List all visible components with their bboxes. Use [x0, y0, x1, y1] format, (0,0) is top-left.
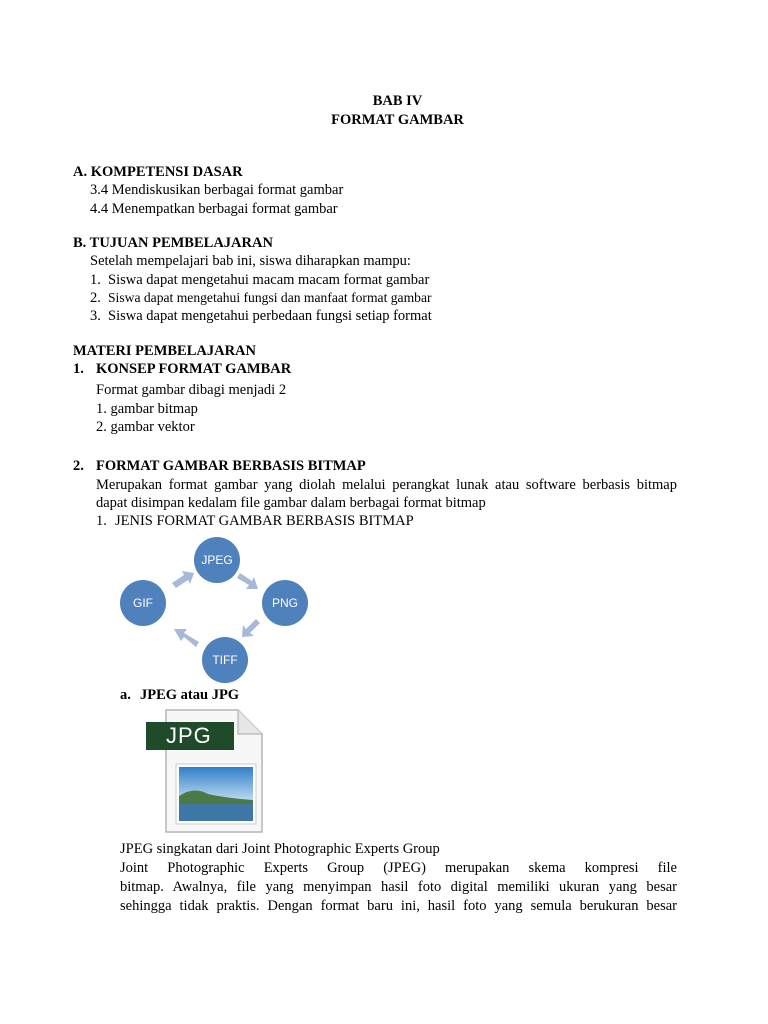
node-tiff: TIFF	[202, 637, 248, 683]
jpg-icon-label: JPG	[166, 723, 212, 748]
node-png: PNG	[262, 580, 308, 626]
jpeg-para-line: Joint Photographic Experts Group (JPEG) merupakan skema kompresi file	[120, 860, 677, 876]
arrow-icon	[237, 573, 258, 589]
goal-num: 1.	[90, 272, 101, 288]
goal-num: 3.	[90, 308, 101, 324]
item-a-label: a.	[120, 687, 131, 703]
s2-num: 2.	[73, 458, 84, 474]
kd-item: 3.4 Mendiskusikan berbagai format gambar	[90, 182, 344, 198]
section-b-heading: B. TUJUAN PEMBELAJARAN	[73, 235, 273, 251]
s1-item: 2. gambar vektor	[96, 419, 195, 435]
goal-text: Siswa dapat mengetahui perbedaan fungsi setiap format	[108, 308, 432, 324]
s2-heading: FORMAT GAMBAR BERBASIS BITMAP	[96, 458, 366, 474]
jpeg-para-line: bitmap. Awalnya, file yang menyimpan hasil foto digital memiliki ukuran yang besar	[120, 879, 677, 895]
goal-text: Siswa dapat mengetahui fungsi dan manfaat format gambar	[108, 290, 432, 305]
materi-heading: MATERI PEMBELAJARAN	[73, 343, 256, 359]
kd-item: 4.4 Menempatkan berbagai format gambar	[90, 201, 338, 217]
s2-sub-num: 1.	[96, 513, 107, 529]
chapter-title: FORMAT GAMBAR	[331, 112, 464, 128]
s2-para-line: Merupakan format gambar yang diolah melalui perangkat lunak atau software berbasis bitmap	[96, 477, 677, 493]
arrow-icon	[174, 629, 199, 647]
jpg-file-icon	[146, 708, 266, 836]
jpeg-para-line: sehingga tidak praktis. Dengan format baru ini, hasil foto yang semula berukuran besar	[120, 898, 677, 914]
s2-para-line: dapat disimpan kedalam file gambar dalam berbagai format bitmap	[96, 495, 486, 511]
section-a-heading: A. KOMPETENSI DASAR	[73, 164, 243, 180]
arrow-icon	[242, 619, 260, 637]
arrow-icon	[172, 571, 194, 588]
s1-intro: Format gambar dibagi menjadi 2	[96, 382, 287, 398]
goal-num: 2.	[90, 290, 101, 306]
node-gif: GIF	[120, 580, 166, 626]
s1-heading: KONSEP FORMAT GAMBAR	[96, 361, 292, 377]
format-cycle-diagram	[110, 535, 320, 685]
chapter-label: BAB IV	[372, 93, 423, 109]
item-a-heading: JPEG atau JPG	[140, 687, 240, 703]
node-jpeg: JPEG	[194, 537, 240, 583]
s2-sub-heading: JENIS FORMAT GAMBAR BERBASIS BITMAP	[115, 513, 414, 529]
goal-text: Siswa dapat mengetahui macam macam format gambar	[108, 272, 430, 288]
section-b-intro: Setelah mempelajari bab ini, siswa diharapkan mampu:	[90, 253, 411, 269]
s1-item: 1. gambar bitmap	[96, 401, 198, 417]
s1-num: 1.	[73, 361, 84, 377]
jpeg-line: JPEG singkatan dari Joint Photographic Experts Group	[120, 841, 440, 857]
